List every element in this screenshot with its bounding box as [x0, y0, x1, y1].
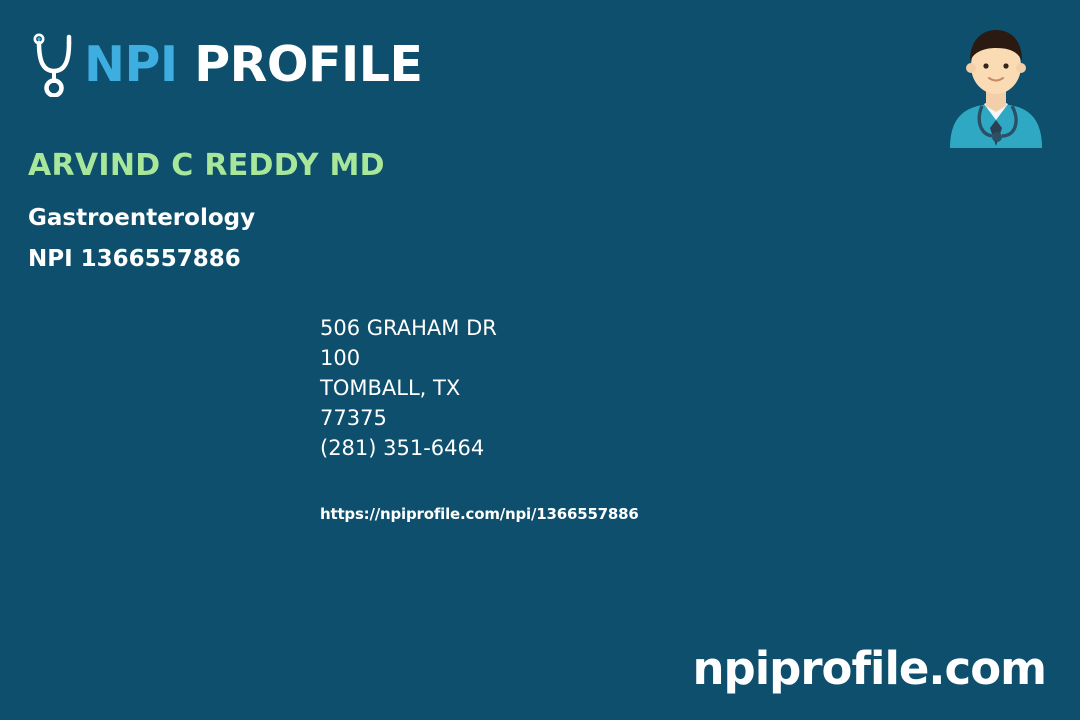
footer-domain: npiprofile.com: [692, 642, 1046, 695]
brand-header: [28, 28, 422, 100]
address-phone: (281) 351-6464: [320, 436, 485, 460]
address-line-2: 100: [320, 346, 361, 370]
address-zip: 77375: [320, 406, 387, 430]
provider-name: ARVIND C REDDY MD: [28, 148, 385, 183]
doctor-avatar-icon: [940, 16, 1052, 148]
profile-url-link[interactable]: https://npiprofile.com/npi/1366557886: [320, 505, 639, 523]
address-city-state: TOMBALL, TX: [320, 376, 461, 400]
stethoscope-icon: [28, 31, 80, 97]
practice-address: [320, 313, 497, 463]
brand-title-npi: NPI: [84, 35, 178, 93]
address-line-1: 506 GRAHAM DR: [320, 316, 497, 340]
provider-npi-number: NPI 1366557886: [28, 246, 241, 272]
brand-title-profile: PROFILE: [177, 35, 423, 93]
provider-taxonomy: Gastroenterology: [28, 205, 256, 231]
brand-title: [84, 35, 423, 93]
